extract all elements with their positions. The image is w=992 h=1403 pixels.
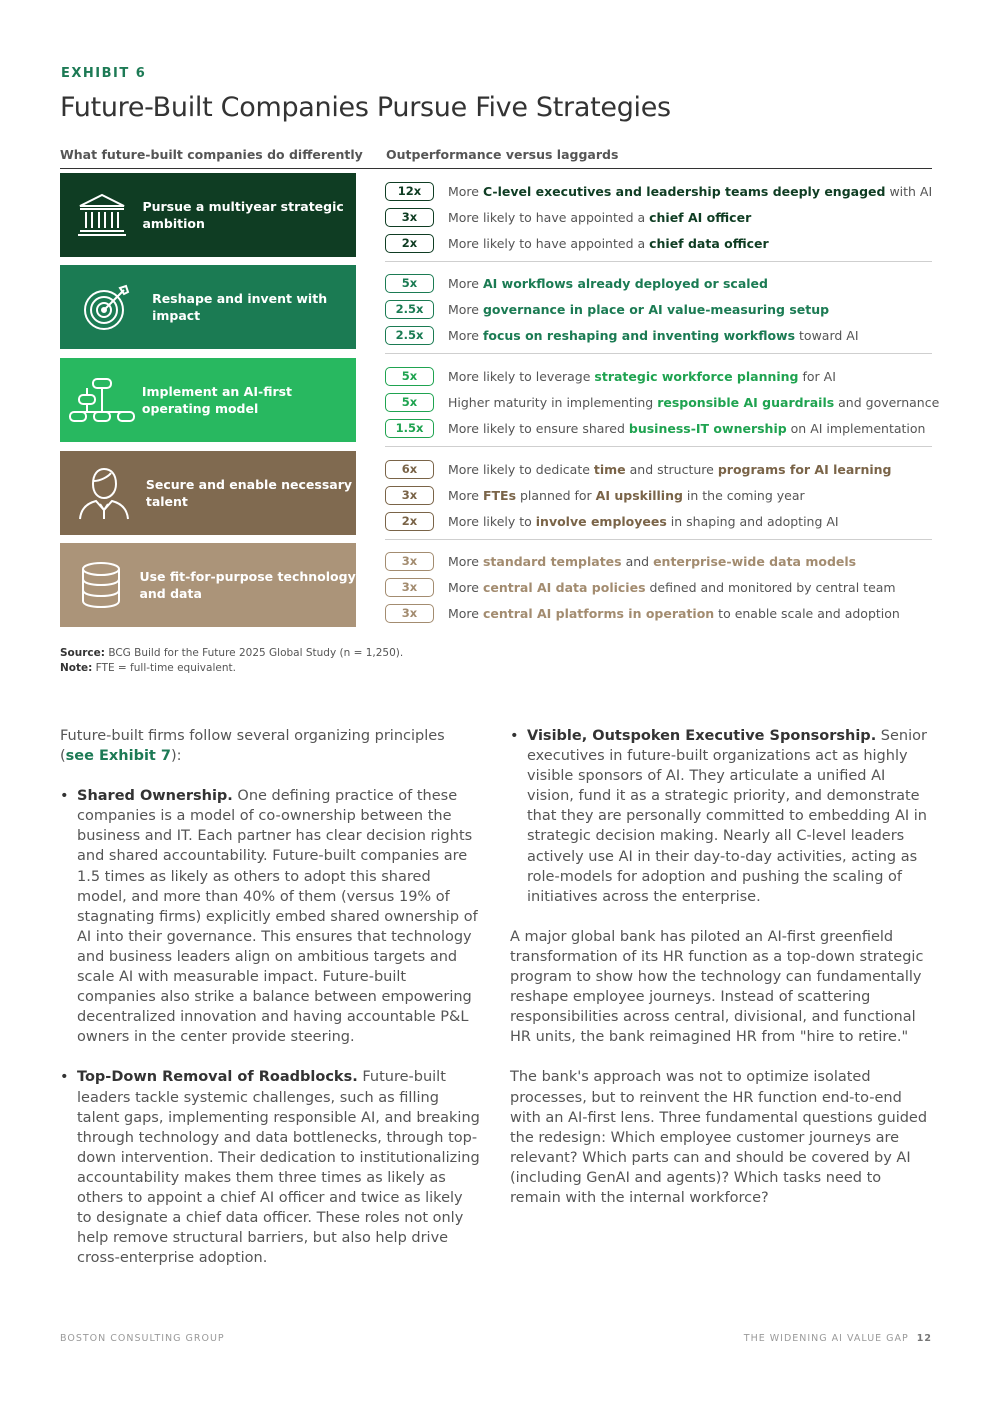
metric-item (385, 389, 940, 415)
multiplier-badge: 5x (385, 274, 434, 293)
row-divider (385, 353, 932, 354)
row-divider (385, 539, 932, 540)
metric-list (385, 548, 935, 626)
note-label: Note: (60, 662, 93, 674)
strategy-block (60, 265, 356, 349)
bullet-executive-sponsorship: • Visible, Outspoken Executive Sponsorship. Senior executives in future-built organizations act as highly visible sponsors of AI. They articulate a unified AI vision, fund it as a strategic priority, and demonstrate that they are personally committed to embedding AI in strategic decision making. Nearly all C-level leaders actively use AI in their day-to-day activities, acting as role-models for adoption and pushing the scaling of initiatives across the enterprise. (510, 726, 930, 907)
building-icon (60, 173, 140, 257)
metric-item (385, 574, 935, 600)
multiplier-badge: 6x (385, 460, 434, 479)
strategy-row (60, 173, 932, 257)
metric-text: More focus on reshaping and inventing workflows toward AI (448, 327, 859, 343)
exhibit-label: EXHIBIT 6 (61, 66, 147, 81)
org-chart-icon (60, 358, 140, 442)
metric-text: More likely to involve employees in shaping and adopting AI (448, 513, 839, 529)
metric-item (385, 296, 935, 322)
strategy-label: Pursue a multiyear strategic ambition (142, 199, 344, 231)
metric-item (385, 178, 935, 204)
metric-text: More AI workflows already deployed or scaled (448, 275, 768, 291)
strategy-row (60, 451, 932, 535)
metric-item (385, 600, 935, 626)
metric-text: More standard templates and enterprise-wide data models (448, 553, 857, 569)
strategy-row (60, 265, 932, 349)
metric-text: More likely to have appointed a chief AI officer (448, 209, 752, 225)
column-header-outperformance: Outperformance versus laggards (386, 147, 619, 162)
metric-text: More FTEs planned for AI upskilling in the coming year (448, 487, 805, 503)
metric-text: More C-level executives and leadership teams deeply engaged with AI (448, 183, 933, 199)
metric-item (385, 270, 935, 296)
multiplier-badge: 2.5x (385, 300, 434, 319)
multiplier-badge: 3x (385, 578, 434, 597)
multiplier-badge: 2.5x (385, 326, 434, 345)
strategy-label: Reshape and invent with impact (152, 291, 328, 323)
metric-list (385, 456, 935, 534)
strategy-label: Implement an AI-first operating model (141, 384, 293, 416)
strategy-row (60, 358, 940, 442)
source-note (60, 646, 403, 676)
metric-item (385, 548, 935, 574)
strategy-block (60, 543, 356, 627)
page-number: 12 (916, 1333, 932, 1344)
metric-text: More governance in place or AI value-measuring setup (448, 301, 830, 317)
note-text: FTE = full-time equivalent. (92, 662, 236, 674)
metric-text: More likely to have appointed a chief data officer (448, 235, 769, 251)
header-rule (60, 168, 932, 169)
metric-text: More central AI data policies defined and monitored by central team (448, 579, 896, 595)
multiplier-badge: 3x (385, 486, 434, 505)
source-label: Source: (60, 647, 105, 659)
metric-item (385, 482, 935, 508)
multiplier-badge: 3x (385, 552, 434, 571)
exhibit-7-link[interactable]: see Exhibit 7 (65, 748, 171, 765)
metric-item (385, 204, 935, 230)
bullet-shared-ownership: • Shared Ownership. One defining practice of these companies is a model of co-ownership between the business and IT. Each partner has clear decision rights and shared accountability. Future-built companies are 1.5 times as likely as others to adopt this shared model, and more than 40% of them (versus 19% of stagnating firms) explicitly embed shared ownership of AI into their governance. This ensures that technology and business leaders align on ambitious targets and scale AI with measurable impact. Future-built companies also strike a balance between empowering decentralized innovation and having accountable P&L owners in the center provide steering. (60, 786, 480, 1047)
metric-list (385, 363, 940, 441)
row-divider (385, 446, 932, 447)
body-column-right (510, 726, 930, 1228)
strategy-block (60, 173, 356, 257)
metric-text: More central AI platforms in operation to enable scale and adoption (448, 605, 900, 621)
multiplier-badge: 3x (385, 604, 434, 623)
metric-item (385, 363, 935, 389)
metric-text: Higher maturity in implementing responsible AI guardrails and governance (448, 394, 940, 410)
strategy-block (60, 358, 356, 442)
exhibit-title: Future-Built Companies Pursue Five Strategies (60, 92, 671, 123)
metric-list (385, 270, 935, 348)
metric-text: More likely to ensure shared business-IT ownership on AI implementation (448, 420, 926, 436)
bank-paragraph-2: The bank's approach was not to optimize isolated processes, but to reinvent the HR function end-to-end with an AI-first lens. Three fundamental questions guided the redesign: Which employee customer journeys are relevant? Which parts can and should be covered by AI (including GenAI and agents)? Which tasks need to remain with the internal workforce? (510, 1069, 928, 1206)
multiplier-badge: 2x (385, 512, 434, 531)
metric-item (385, 415, 935, 441)
multiplier-badge: 2x (385, 234, 434, 253)
row-divider (385, 261, 932, 262)
metric-item (385, 230, 935, 256)
target-icon (60, 265, 150, 349)
body-column-left (60, 726, 480, 1288)
strategy-row (60, 543, 932, 627)
footer-company: BOSTON CONSULTING GROUP (60, 1333, 225, 1344)
multiplier-badge: 5x (385, 367, 434, 386)
strategy-block (60, 451, 356, 535)
multiplier-badge: 12x (385, 182, 434, 201)
person-icon (60, 451, 144, 535)
metric-text: More likely to dedicate time and structure programs for AI learning (448, 461, 892, 477)
database-icon (60, 543, 137, 627)
strategy-label: Secure and enable necessary talent (145, 477, 353, 509)
bank-paragraph-1: A major global bank has piloted an AI-first greenfield transformation of its HR function as a top-down strategic program to show how the technology can fundamentally reshape employee journeys. Instead of scattering responsibilities across central, divisional, and functional HR units, the bank reimagined HR from "hire to retire." (510, 928, 924, 1046)
metric-list (385, 178, 935, 256)
strategy-label: Use fit-for-purpose technology and data (139, 569, 356, 601)
metric-item (385, 508, 935, 534)
footer-title: THE WIDENING AI VALUE GAP 12 (743, 1333, 932, 1344)
multiplier-badge: 5x (385, 393, 434, 412)
metric-item (385, 322, 935, 348)
metric-text: More likely to leverage strategic workforce planning for AI (448, 368, 836, 384)
column-header-strategies: What future-built companies do differently (60, 147, 363, 162)
multiplier-badge: 3x (385, 208, 434, 227)
multiplier-badge: 1.5x (385, 419, 434, 438)
intro-paragraph: Future-built firms follow several organizing principles (see Exhibit 7): (60, 728, 445, 765)
bullet-top-down-removal: • Top-Down Removal of Roadblocks. Future-built leaders tackle systemic challenges, such as filling talent gaps, implementing responsible AI, and breaking through technology and data bottlenecks, through top-down intervention. Their dedication to institutionalizing accountability makes them three times as likely as others to appoint a chief AI officer and twice as likely to designate a chief data officer. These roles not only help remove structural barriers, but also help drive cross-enterprise adoption. (60, 1067, 480, 1268)
metric-item (385, 456, 935, 482)
source-text: BCG Build for the Future 2025 Global Study (n = 1,250). (104, 647, 404, 659)
